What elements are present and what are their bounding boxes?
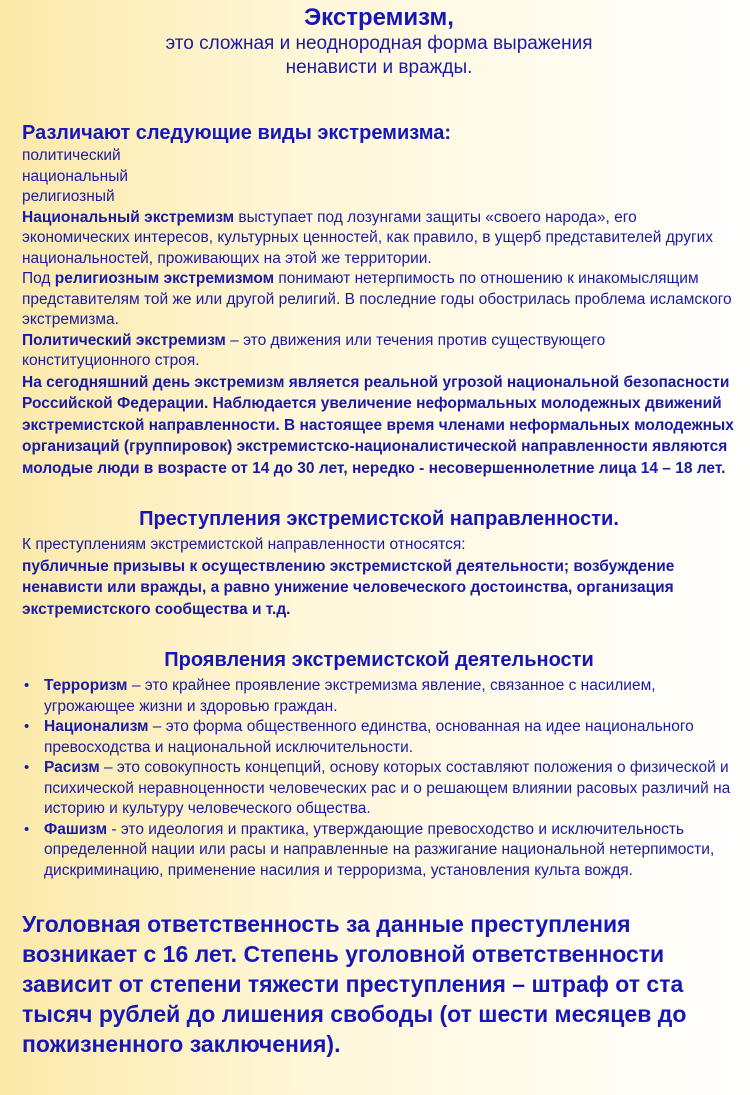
list-item xyxy=(22,676,736,717)
list-item xyxy=(22,717,736,758)
religious-extremism-term: религиозным экстремизмом xyxy=(54,270,275,287)
bullet-icon: • xyxy=(24,677,30,694)
threat-paragraph: На сегодняшний день экстремизм является реальной угрозой национальной безопасности Российской Федерации. Наблюдается увеличение неформальных молодежных движений экстремистской направленности. В настоящее время членами неформальных молодежных организаций (группировок) экстремистско-националистической направленности являются молодые люди в возрасте от 14 до 30 лет, нередко - несовершеннолетние лица 14 – 18 лет. xyxy=(22,373,734,477)
political-extremism-text: – это движения или течения против существующего конституционного строя. xyxy=(22,331,606,369)
manifestations-heading: Проявления экстремистской деятельности xyxy=(164,649,594,671)
list-item xyxy=(22,820,736,882)
criminal-liability-note: Уголовная ответственность за данные преступления возникает с 16 лет. Степень уголовной ответственности зависит от степени тяжести преступления – штраф от ста тысяч рублей до лишения свободы (от шести месяцев до пожизненного заключения). xyxy=(22,911,687,1057)
term-nationalism-text: – это форма общественного единства, основанная на идее национального превосходства и национальной исключительности. xyxy=(44,718,694,756)
national-extremism-paragraph xyxy=(22,208,736,270)
crimes-heading-dot: . xyxy=(613,508,619,530)
term-fascism-text: - это идеология и практика, утверждающие превосходство и исключительность определенной нации или расы и направленные на разжигание национальной нетерпимости, дискриминацию, применение насилия и терроризма, установления культа вождя. xyxy=(44,820,715,879)
list-item xyxy=(22,758,736,820)
political-extremism-term: Политический экстремизм xyxy=(22,331,226,349)
subtitle-line-2: ненависти и вражды. xyxy=(285,57,473,78)
subtitle-line-1: это сложная и неоднородная форма выражения xyxy=(165,33,593,54)
term-nationalism: Национализм xyxy=(44,718,149,735)
crimes-list: публичные призывы к осуществлению экстремистской деятельности; возбуждение ненависти или вражды, а равно унижение человеческого достоинства, организация экстремистского сообщества и т.д. xyxy=(22,557,675,618)
bullet-icon: • xyxy=(24,718,30,735)
national-extremism-text: выступает под лозунгами защиты «своего народа», его экономических интересов, культурных ценностей, как правило, в ущерб представителей других национальностей, проживающих на этой же территории. xyxy=(22,208,714,267)
type-religious: религиозный xyxy=(22,188,115,205)
crimes-intro: К преступлениям экстремистской направленности относятся: xyxy=(22,536,466,553)
religious-prefix: Под xyxy=(22,270,55,287)
bullet-icon: • xyxy=(24,759,30,776)
religious-extremism-text: понимают нетерпимость по отношению к инакомыслящим представителям той же или другой религий. В последние годы обострилась проблема исламского экстремизма. xyxy=(22,270,732,328)
term-racism-text: – это совокупность концепций, основу которых составляют положения о физической и психической неравноценности человеческих рас и о решающем влиянии расовых различий на историю и культуру человеческого общества. xyxy=(44,759,731,817)
type-political: политический xyxy=(22,147,121,164)
leaflet-page xyxy=(0,4,750,1095)
term-terrorism-text: – это крайнее проявление экстремизма явление, связанное с насилием, угрожающее жизни и здоровью граждан. xyxy=(44,677,656,715)
page-title: Экстремизм, xyxy=(304,4,454,31)
term-terrorism: Терроризм xyxy=(44,677,128,694)
type-national: национальный xyxy=(22,167,128,185)
bullet-icon: • xyxy=(24,820,30,838)
political-extremism-paragraph xyxy=(22,331,736,372)
types-heading: Различают следующие виды экстремизма: xyxy=(22,122,452,144)
national-extremism-term: Национальный экстремизм xyxy=(22,208,235,226)
term-fascism: Фашизм xyxy=(44,820,108,838)
manifestations-list xyxy=(22,676,736,881)
religious-extremism-paragraph xyxy=(22,269,736,331)
term-racism: Расизм xyxy=(44,759,100,776)
crimes-heading xyxy=(22,507,736,531)
crimes-heading-text: Преступления экстремистской направленности xyxy=(139,508,614,530)
